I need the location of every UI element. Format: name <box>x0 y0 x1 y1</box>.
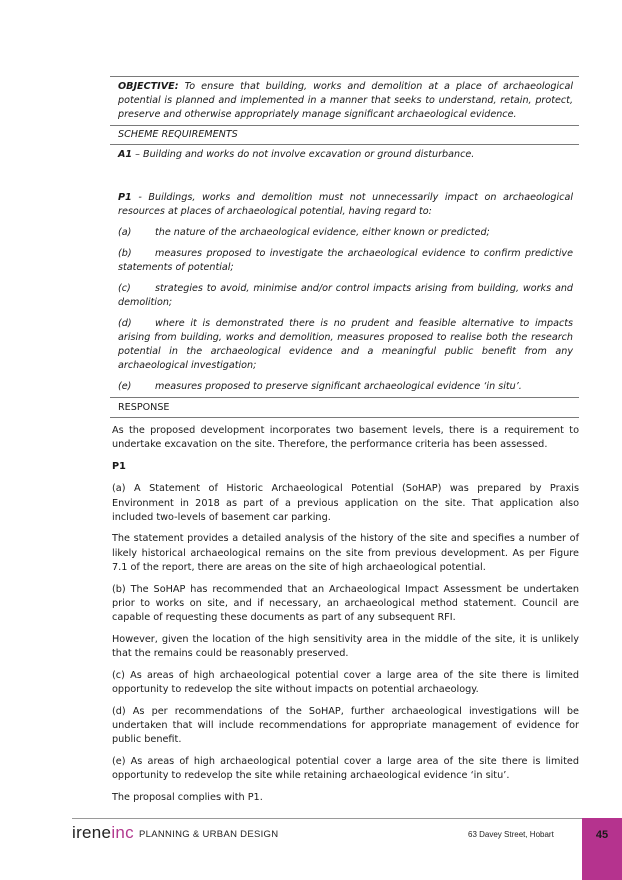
criteria-item-c <box>118 282 573 310</box>
response-paragraph: (d) As per recommendations of the SoHAP, further archaeological investigations will be undertaken that will include recommendations for appropriate management of evidence for public benefit. <box>112 705 579 746</box>
criteria-item-d <box>118 317 573 373</box>
criteria-item-e <box>118 380 573 394</box>
item-text: where it is demonstrated there is no prudent and feasible alternative to impacts arising from building, works and demolition, measures proposed to realise both the research potential in the archaeological evidence and a meaningful public benefit from any archaeological investigation; <box>118 318 573 371</box>
logo-part-inc: inc <box>111 823 134 842</box>
item-label: (a) <box>118 227 132 238</box>
response-paragraph: (b) The SoHAP has recommended that an Archaeological Impact Assessment be undertaken prior to works on site, and if necessary, an archaeological method statement. Council are capable of requesting these documents as part of any subsequent RFI. <box>112 583 579 624</box>
item-text: strategies to avoid, minimise and/or control impacts arising from building, works and demolition; <box>118 283 573 308</box>
response-conclusion: The proposal complies with P1. <box>112 791 263 803</box>
objective-box <box>110 76 579 126</box>
item-label: (c) <box>118 283 131 294</box>
objective-text: To ensure that building, works and demolition at a place of archaeological potential is planned and implemented in a manner that seeks to understand, retain, protect, preserve and otherwise appropriately manage significant archaeological evidence. <box>118 81 573 120</box>
page-number-tab <box>582 818 622 880</box>
p1-paragraph <box>118 191 573 219</box>
logo-part-irene: irene <box>72 823 112 842</box>
response-paragraph: (c) As areas of high archaeological potential cover a large area of the site there is limited opportunity to redevelop the site without impacts on potential archaeology. <box>112 669 579 696</box>
response-heading <box>110 398 579 418</box>
objective-paragraph <box>118 80 573 122</box>
item-text: the nature of the archaeological evidence, either known or predicted; <box>155 227 490 238</box>
footer-divider <box>72 818 622 819</box>
response-subheading: P1 <box>112 460 126 472</box>
item-label: (d) <box>118 318 132 329</box>
objective-label: OBJECTIVE: <box>118 81 179 92</box>
page-content <box>110 76 579 812</box>
response-intro: As the proposed development incorporates two basement levels, there is a requirement to undertake excavation on the site. Therefore, the performance criteria has been assessed. <box>112 425 579 451</box>
response-paragraph: (e) As areas of high archaeological potential cover a large area of the site there is limited opportunity to redevelop the site while retaining archaeological evidence ‘in situ’. <box>112 755 579 782</box>
a1-paragraph <box>118 148 573 162</box>
response-paragraph: However, given the location of the high sensitivity area in the middle of the site, it is unlikely that the remains could be reasonably preserved. <box>112 633 579 660</box>
a1-label: A1 <box>118 149 133 160</box>
requirements-box <box>110 145 579 398</box>
item-text: measures proposed to investigate the archaeological evidence to confirm predictive statements of potential; <box>118 248 573 273</box>
response-paragraph: (a) A Statement of Historic Archaeological Potential (SoHAP) was prepared by Praxis Environment in 2018 as part of a previous application on the site. That application also included two-levels of basement car parking. <box>112 483 579 524</box>
a1-text: – Building and works do not involve excavation or ground disturbance. <box>132 149 475 160</box>
item-label: (b) <box>118 248 132 259</box>
response-paragraph: The statement provides a detailed analysis of the history of the site and specifies a number of likely historical archaeological remains on the site from previous development. As per Figure 7.1 of the report, there are areas on the site of high archaeological potential. <box>112 533 579 574</box>
p1-label: P1 <box>118 192 132 203</box>
scheme-requirements-heading <box>110 126 579 145</box>
criteria-item-b <box>118 247 573 275</box>
scheme-heading-text: SCHEME REQUIREMENTS <box>118 129 238 140</box>
p1-text: - Buildings, works and demolition must not unnecessarily impact on archaeological resources at places of archaeological potential, having regard to: <box>118 192 573 217</box>
company-tagline: PLANNING & URBAN DESIGN <box>139 829 279 840</box>
page-number: 45 <box>595 829 609 841</box>
item-label: (e) <box>118 381 132 392</box>
item-text: measures proposed to preserve significant archaeological evidence ‘in situ’. <box>155 381 522 392</box>
company-address: 63 Davey Street, Hobart <box>468 830 554 839</box>
response-body <box>110 418 579 805</box>
criteria-item-a <box>118 226 573 240</box>
response-heading-text: RESPONSE <box>118 402 170 413</box>
company-logo <box>72 823 134 843</box>
